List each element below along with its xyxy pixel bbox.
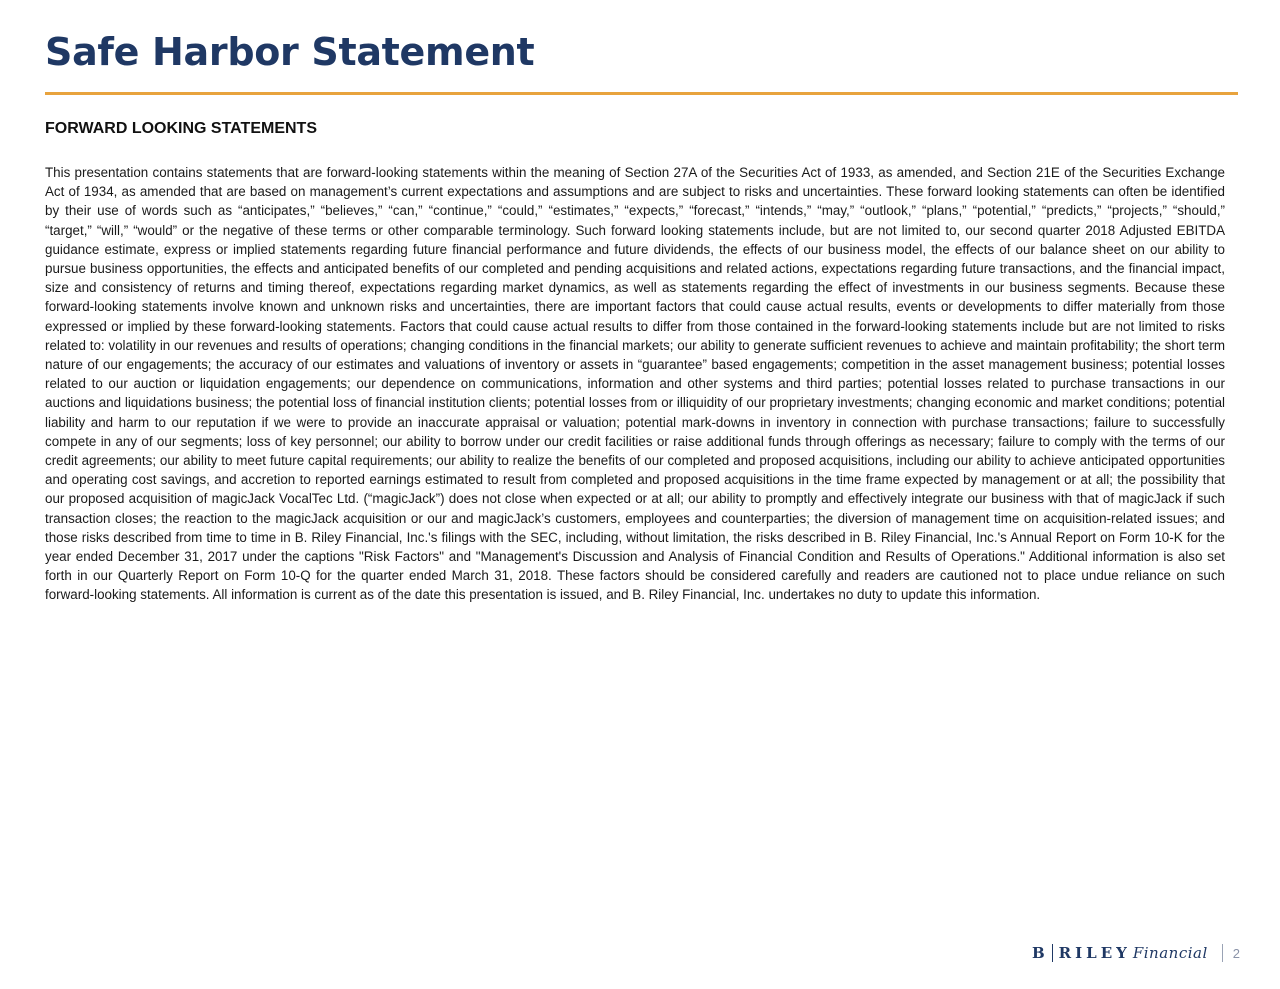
footer	[1032, 940, 1240, 966]
logo-b: B	[1031, 944, 1046, 962]
logo-divider	[1052, 944, 1053, 962]
title-divider	[45, 92, 1238, 95]
slide-title: Safe Harbor Statement	[45, 30, 535, 74]
page-number: 2	[1232, 945, 1240, 961]
footer-separator	[1222, 944, 1223, 962]
logo-financial: Financial	[1132, 944, 1208, 962]
section-heading: FORWARD LOOKING STATEMENTS	[45, 120, 317, 137]
logo-riley: RILEY	[1058, 944, 1131, 962]
b-riley-financial-logo	[1032, 944, 1208, 962]
safe-harbor-paragraph: This presentation contains statements that are forward-looking statements within the meaning of Section 27A of the Securities Act of 1933, as amended, and Section 21E of the Securities Exchange Act of 1934, as amended that are based on management’s current expectations and assumptions and are subject to risks and uncertainties. These forward looking statements can often be identified by their use of words such as “anticipates,” “believes,” “can,” “continue,” “could,” “estimates,” “expects,” “forecast,” “intends,” “may,” “outlook,” “plans,” “potential,” “predicts,” “projects,” “should,” “target,” “will,” “would” or the negative of these terms or other comparable terminology. Such forward looking statements include, but are not limited to, our second quarter 2018 Adjusted EBITDA guidance estimate, express or implied statements regarding future financial performance and future dividends, the effects of our business model, the effects of our balance sheet on our ability to pursue business opportunities, the effects and anticipated benefits of our completed and pending acquisitions and related actions, expectations regarding future transactions, and the financial impact, size and consistency of returns and timing thereof, expectations regarding market dynamics, as well as statements regarding the effect of investments in our business segments. Because these forward-looking statements involve known and unknown risks and uncertainties, there are important factors that could cause actual results, events or developments to differ materially from those expressed or implied by these forward-looking statements. Factors that could cause actual results to differ from those contained in the forward-looking statements include but are not limited to risks related to: volatility in our revenues and results of operations; changing conditions in the financial markets; our ability to generate sufficient revenues to achieve and maintain profitability; the short term nature of our engagements; the accuracy of our estimates and valuations of inventory or assets in “guarantee” based engagements; competition in the asset management business; potential losses related to our auction or liquidation engagements; our dependence on communications, information and other systems and third parties; potential losses related to purchase transactions in our auctions and liquidations business; the potential loss of financial institution clients; potential losses from or illiquidity of our proprietary investments; changing economic and market conditions; potential liability and harm to our reputation if we were to provide an inaccurate appraisal or valuation; potential mark-downs in inventory in connection with purchase transactions; failure to successfully compete in any of our segments; loss of key personnel; our ability to borrow under our credit facilities or raise additional funds through offerings as necessary; failure to comply with the terms of our credit agreements; our ability to meet future capital requirements; our ability to realize the benefits of our completed and proposed acquisitions, including our ability to achieve anticipated opportunities and operating cost savings, and accretion to reported earnings estimated to result from completed and proposed acquisitions in the time frame expected by management or at all; the possibility that our proposed acquisition of magicJack VocalTec Ltd. (“magicJack”) does not close when expected or at all; our ability to promptly and effectively integrate our business with that of magicJack if such transaction closes; the reaction to the magicJack acquisition or our and magicJack’s customers, employees and counterparties; the diversion of management time on acquisition-related issues; and those risks described from time to time in B. Riley Financial, Inc.'s filings with the SEC, including, without limitation, the risks described in B. Riley Financial, Inc.'s Annual Report on Form 10-K for the year ended December 31, 2017 under the captions "Risk Factors" and "Management's Discussion and Analysis of Financial Condition and Results of Operations." Additional information is also set forth in our Quarterly Report on Form 10-Q for the quarter ended March 31, 2018. These factors should be considered carefully and readers are cautioned not to place undue reliance on such forward-looking statements. All information is current as of the date this presentation is issued, and B. Riley Financial, Inc. undertakes no duty to update this information.	[45, 165, 1225, 603]
